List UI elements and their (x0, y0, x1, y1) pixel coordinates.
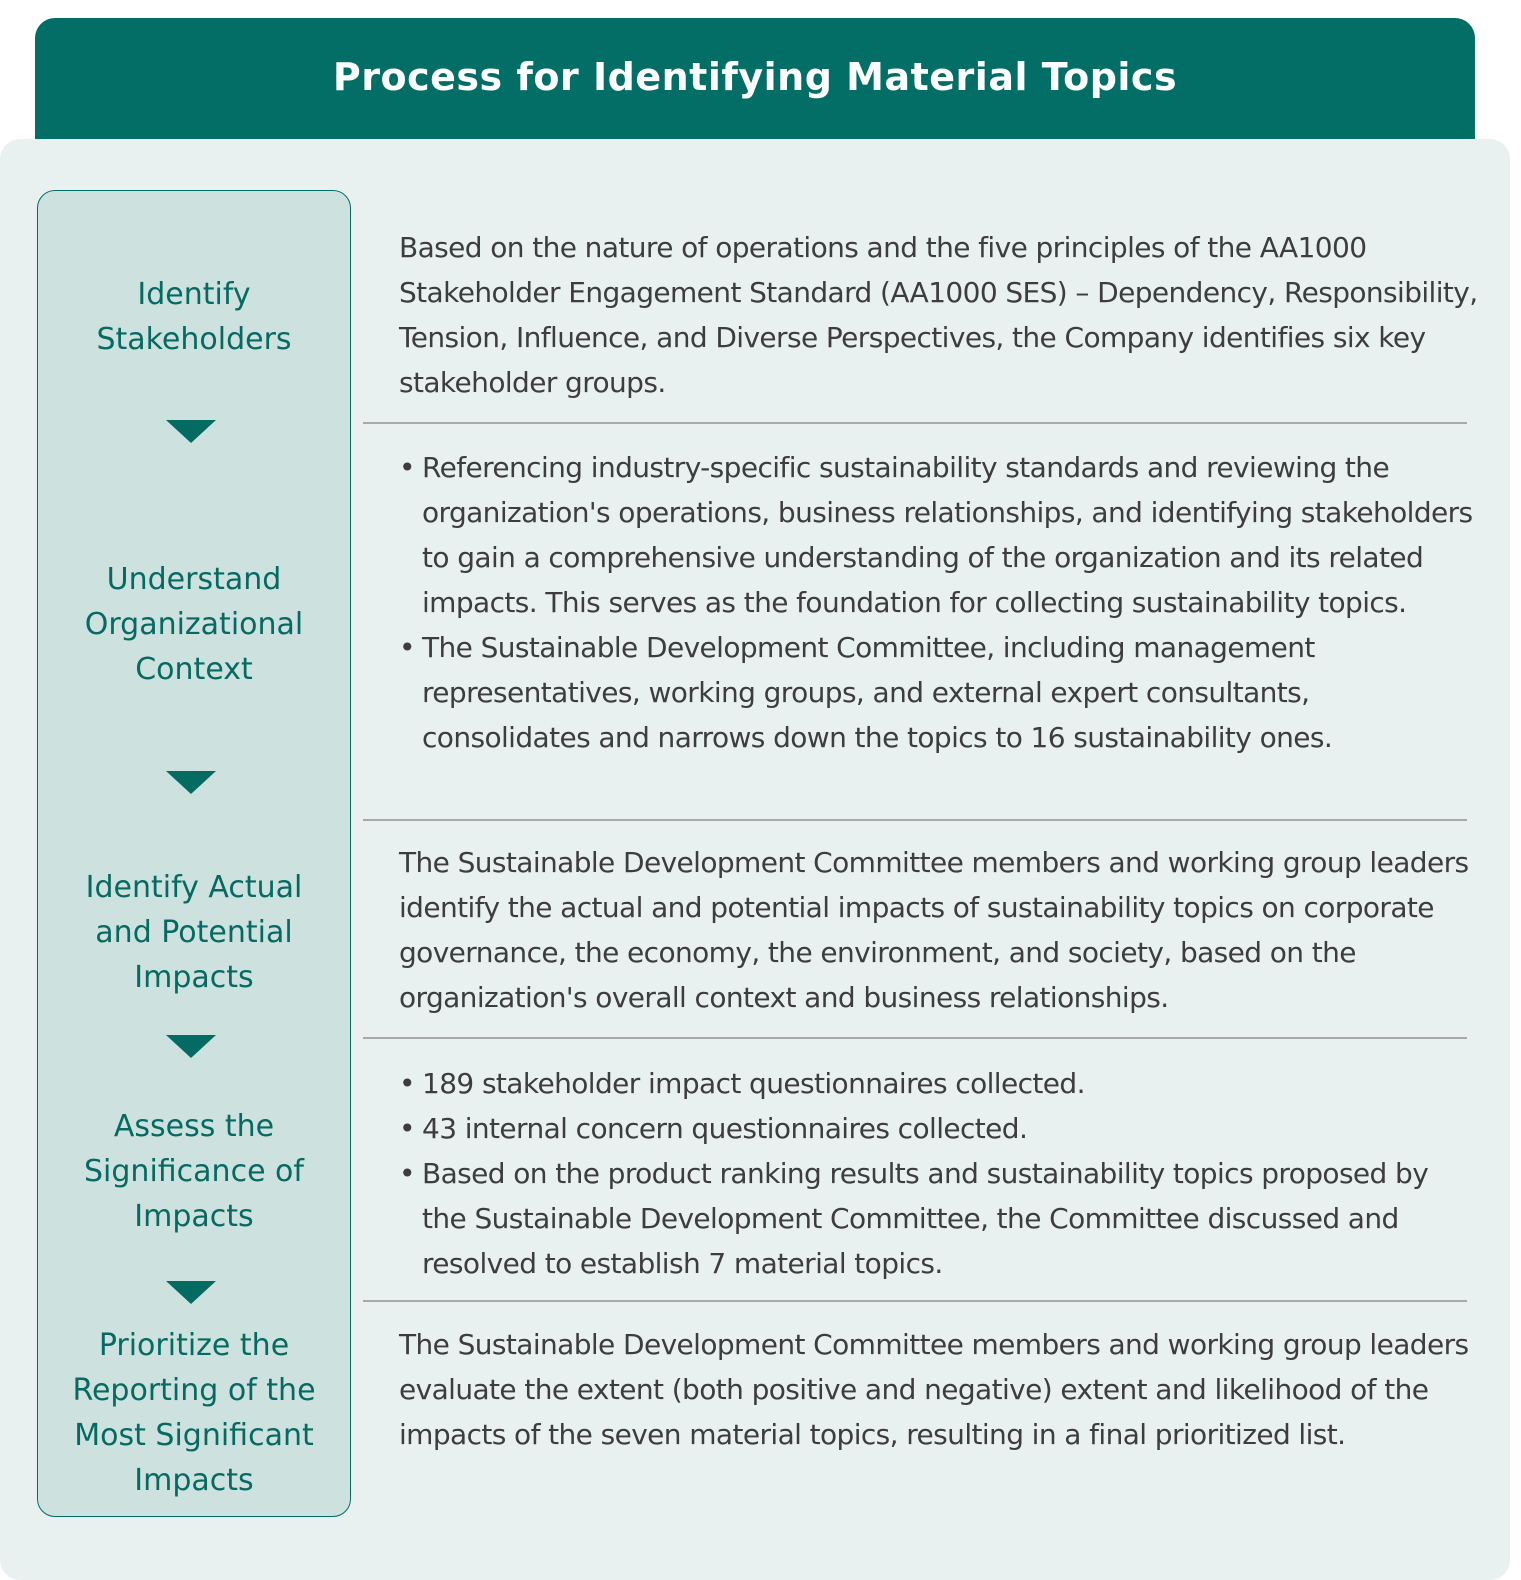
divider (363, 1300, 1467, 1302)
bullet-item: • 189 stakeholder impact questionnaires collected. (399, 1061, 1479, 1106)
step-label-line: Significance of (84, 1154, 304, 1189)
step-label-line: Identify Actual (85, 870, 303, 905)
down-arrow-icon (166, 1035, 216, 1058)
divider (363, 1037, 1467, 1039)
step-label-line: Identify (137, 277, 251, 312)
steps-column (37, 190, 351, 1517)
step-label-identify-stakeholders (37, 272, 351, 362)
step-description-prioritize-reporting (399, 1322, 1479, 1457)
step-label-line: Reporting of the (72, 1373, 316, 1408)
step-label-line: Impacts (134, 1199, 254, 1234)
step-label-line: Impacts (134, 1463, 254, 1498)
step-description-assess-significance (399, 1061, 1479, 1286)
step-label-line: Prioritize the (98, 1328, 290, 1363)
step-description-identify-impacts (399, 840, 1479, 1020)
step-label-identify-impacts (37, 865, 351, 1000)
diagram-title: Process for Identifying Material Topics (332, 55, 1178, 99)
bullet-item: • Referencing industry-specific sustainability standards and reviewing the organization's operations, business relationships, and identifying stakeholders to gain a comprehensive understanding of the organization and its related impacts. This serves as the foundation for collecting sustainability topics. (399, 445, 1479, 625)
step-label-line: Most Significant (74, 1418, 314, 1453)
step-description-understand-context (399, 445, 1479, 760)
step-description-identify-stakeholders (399, 225, 1479, 405)
step-label-line: Impacts (134, 960, 254, 995)
divider (363, 422, 1467, 424)
divider (363, 819, 1467, 821)
bullet-item: • Based on the product ranking results and sustainability topics proposed by the Sustainable Development Committee, the Committee discussed and resolved to establish 7 material topics. (399, 1151, 1479, 1286)
step-label-line: Assess the (113, 1109, 275, 1144)
step-label-understand-context (37, 557, 351, 692)
step-label-line: and Potential (95, 915, 293, 950)
step-label-line: Understand (106, 562, 282, 597)
down-arrow-icon (166, 771, 216, 794)
step-label-line: Context (135, 652, 253, 687)
title-banner (35, 18, 1475, 146)
bullet-item: • 43 internal concern questionnaires collected. (399, 1106, 1479, 1151)
bullet-item: • The Sustainable Development Committee, including management representatives, working groups, and external expert consultants, consolidates and narrows down the topics to 16 sustainability ones. (399, 625, 1479, 760)
step-label-line: Organizational (84, 607, 304, 642)
down-arrow-icon (166, 420, 216, 443)
description-paragraph: The Sustainable Development Committee members and working group leaders evaluate the extent (both positive and negative) extent and likelihood of the impacts of the seven material topics, resulting in a final prioritized list. (399, 1328, 1469, 1451)
down-arrow-icon (166, 1281, 216, 1304)
description-paragraph: Based on the nature of operations and the five principles of the AA1000 Stakeholder Engagement Standard (AA1000 SES) – Dependency, Responsibility, Tension, Influence, and Diverse Perspectives, the Company identifies six key stakeholder groups. (399, 231, 1478, 399)
step-label-prioritize-reporting (37, 1323, 351, 1503)
step-label-assess-significance (37, 1104, 351, 1239)
bullet-list (399, 1061, 1479, 1286)
bullet-list (399, 445, 1479, 760)
step-label-line: Stakeholders (96, 322, 292, 357)
description-paragraph: The Sustainable Development Committee members and working group leaders identify the actual and potential impacts of sustainability topics on corporate governance, the economy, the environment, and society, based on the organization's overall context and business relationships. (399, 846, 1469, 1014)
